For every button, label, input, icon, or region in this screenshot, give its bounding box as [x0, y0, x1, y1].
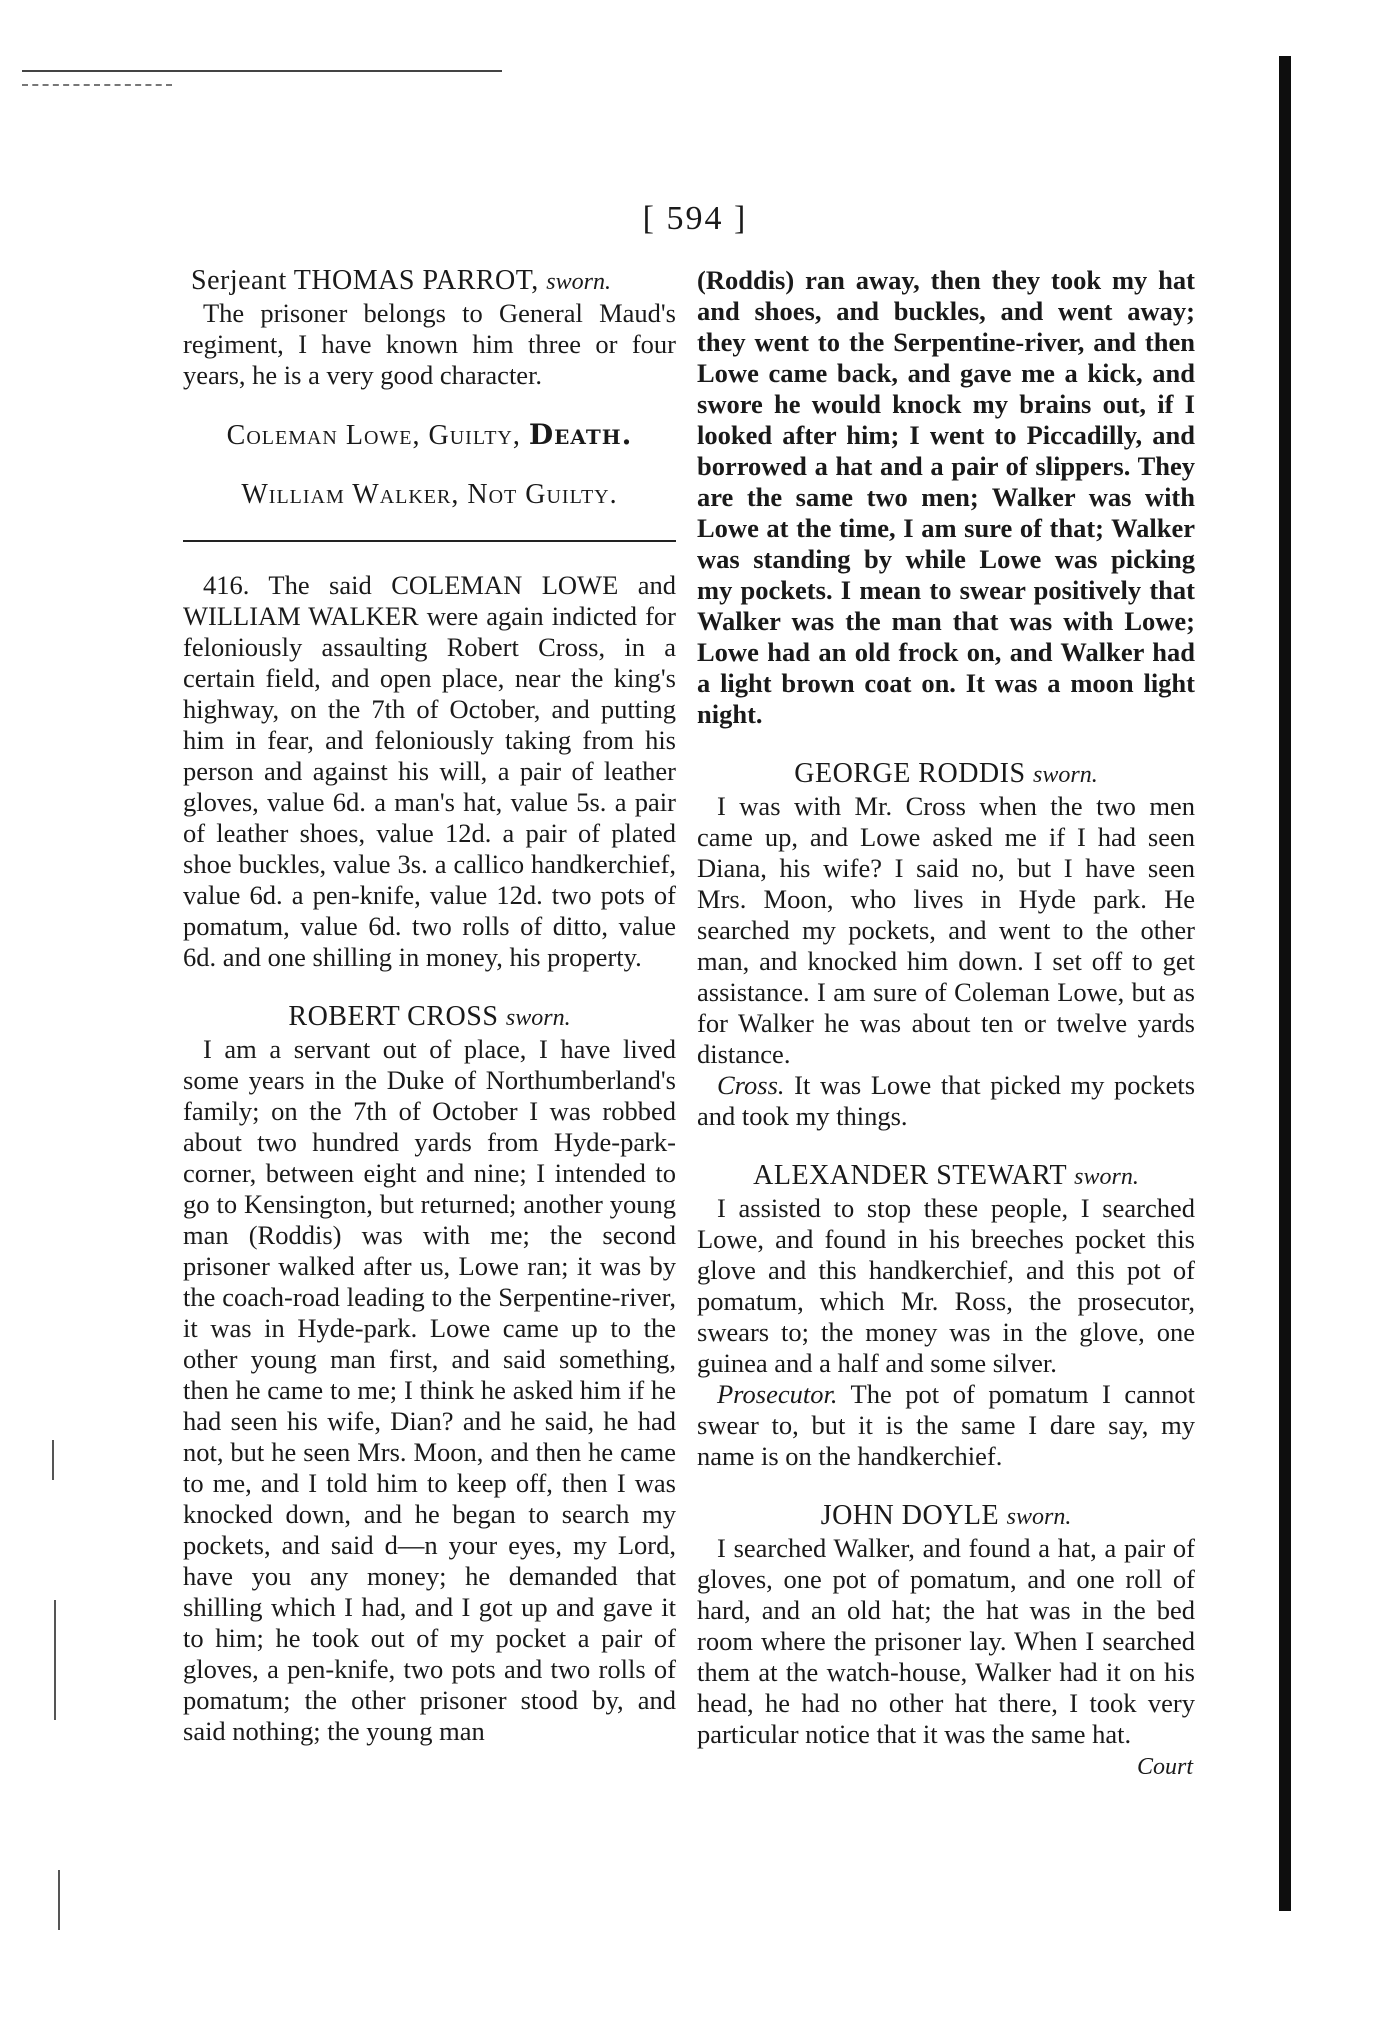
remark-cross: [697, 1070, 1195, 1132]
remark-prosecutor: [697, 1379, 1195, 1472]
witness-heading-cross: [183, 1001, 676, 1034]
verdict-lowe: [183, 419, 676, 451]
witness-name: ALEXANDER STEWART: [753, 1160, 1067, 1191]
witness-heading-stewart: [697, 1160, 1195, 1193]
speaker-label: Cross.: [717, 1070, 785, 1100]
sworn-label: sworn.: [546, 269, 611, 295]
witness-name: JOHN DOYLE: [820, 1500, 1000, 1531]
binding-edge-bar: [1279, 56, 1291, 1911]
testimony-text: (Roddis) ran away, then they took my hat and shoes, and buckles, and went away; they went to the Serpentine-river, and then Lowe came back, and gave me a kick, and swore he would knock my brains out, if I looked after him; I went to Piccadilly, and borrowed a hat and a pair of slippers. They are the same two men; Walker was with Lowe at the time, I am sure of that; Walker was standing by while Lowe was picking my pockets. I mean to swear positively that Walker was the man that was with Lowe; Lowe had an old frock on, and Walker had a light brown coat on. It was a moon light night.: [697, 265, 1195, 729]
top-rule-dashes: [22, 84, 172, 87]
witness-heading-parrot: [183, 265, 676, 298]
top-rule: [22, 70, 502, 72]
witness-heading-roddis: [697, 758, 1195, 791]
sworn-label: sworn.: [1006, 1504, 1072, 1530]
margin-speck: [58, 1870, 60, 1930]
testimony-cross-continued: [697, 265, 1195, 730]
verdict-walker: William Walker, Not Guilty.: [241, 479, 618, 510]
witness-name: GEORGE RODDIS: [794, 758, 1026, 789]
sworn-label: sworn.: [1033, 762, 1098, 788]
testimony-cross: I am a servant out of place, I have lived some years in the Duke of Northumberland's family; on the 7th of October I was robbed about two hundred yards from Hyde-park-corner, between eight and nine; I intended to go to Kensington, but returned; another young man (Roddis) was with me; the second prisoner walked after us, Lowe ran; it was by the coach-road leading to the Serpentine-river, it was in Hyde-park. Lowe came up to the other young man first, and said something, then he came to me; I think he asked him if he had seen his wife, Dian? and he said, he had not, but he seen Mrs. Moon, and then he came to me, and I told him to keep off, then I was knocked down, and he began to search my pockets, and said d—n your eyes, my Lord, have you any money; he demanded that shilling which I had, and I got up and gave it to him; he took out of my pocket a pair of gloves, a pen-knife, two pots and two rolls of pomatum; the other prisoner stood by, and said nothing; the young man: [183, 1034, 676, 1746]
witness-heading-doyle: [697, 1500, 1195, 1533]
right-column: [697, 265, 1195, 1783]
testimony-roddis: I was with Mr. Cross when the two men came up, and Lowe asked me if I had seen Diana, his wife? I said no, but I have seen Mrs. Moon, who lives in Hyde park. He searched my pockets, and went to the other man, and knocked him down. I set off to get assistance. I am sure of Coleman Lowe, but as for Walker he was about ten or twelve yards distance.: [697, 791, 1195, 1069]
verdict-sentence: Death.: [528, 418, 633, 451]
remark-text: It was Lowe that picked my pockets and took my things.: [697, 1070, 1196, 1131]
remark-text: The pot of pomatum I cannot swear to, but it is the same I dare say, my name is on the handkerchief.: [697, 1379, 1195, 1471]
case-indictment: 416. The said COLEMAN LOWE and WILLIAM WALKER were again indicted for feloniously assaulting Robert Cross, in a certain field, and open place, near the king's highway, on the 7th of October, and putting him in fear, and feloniously taking from his person and against his will, a pair of leather gloves, value 6d. a man's hat, value 5s. a pair of leather shoes, value 12d. a pair of plated shoe buckles, value 3s. a callico handkerchief, value 6d. a pen-knife, value 12d. two pots of pomatum, value 6d. two rolls of ditto, value 6d. and one shilling in money, his property.: [183, 570, 676, 972]
verdict-name: Coleman Lowe, Guilty,: [226, 420, 521, 451]
margin-speck: [54, 1600, 56, 1720]
witness-name: ROBERT CROSS: [288, 1001, 499, 1032]
speaker-label: Prosecutor.: [717, 1379, 838, 1409]
testimony-parrot: The prisoner belongs to General Maud's regiment, I have known him three or four years, he is a very good character.: [183, 298, 676, 390]
left-column: [183, 265, 676, 1747]
page-number: [ 594 ]: [642, 200, 748, 237]
section-divider: [183, 540, 676, 542]
sworn-label: sworn.: [505, 1005, 571, 1031]
catchword: Court: [1136, 1754, 1193, 1780]
margin-speck: [52, 1440, 54, 1480]
testimony-stewart: I assisted to stop these people, I searched Lowe, and found in his breeches pocket this glove and this handkerchief, and this pot of pomatum, which Mr. Ross, the prosecutor, swears to; the money was in the glove, one guinea and a half and some silver.: [697, 1193, 1195, 1378]
sworn-label: sworn.: [1074, 1164, 1139, 1190]
testimony-doyle: I searched Walker, and found a hat, a pair of gloves, one pot of pomatum, and one roll of hard, and an old hat; the hat was in the bed room where the prisoner lay. When I searched them at the watch-house, Walker had it on his head, he had no other hat there, I took very particular notice that it was the same hat.: [697, 1533, 1195, 1749]
witness-name: Serjeant THOMAS PARROT,: [191, 265, 539, 296]
